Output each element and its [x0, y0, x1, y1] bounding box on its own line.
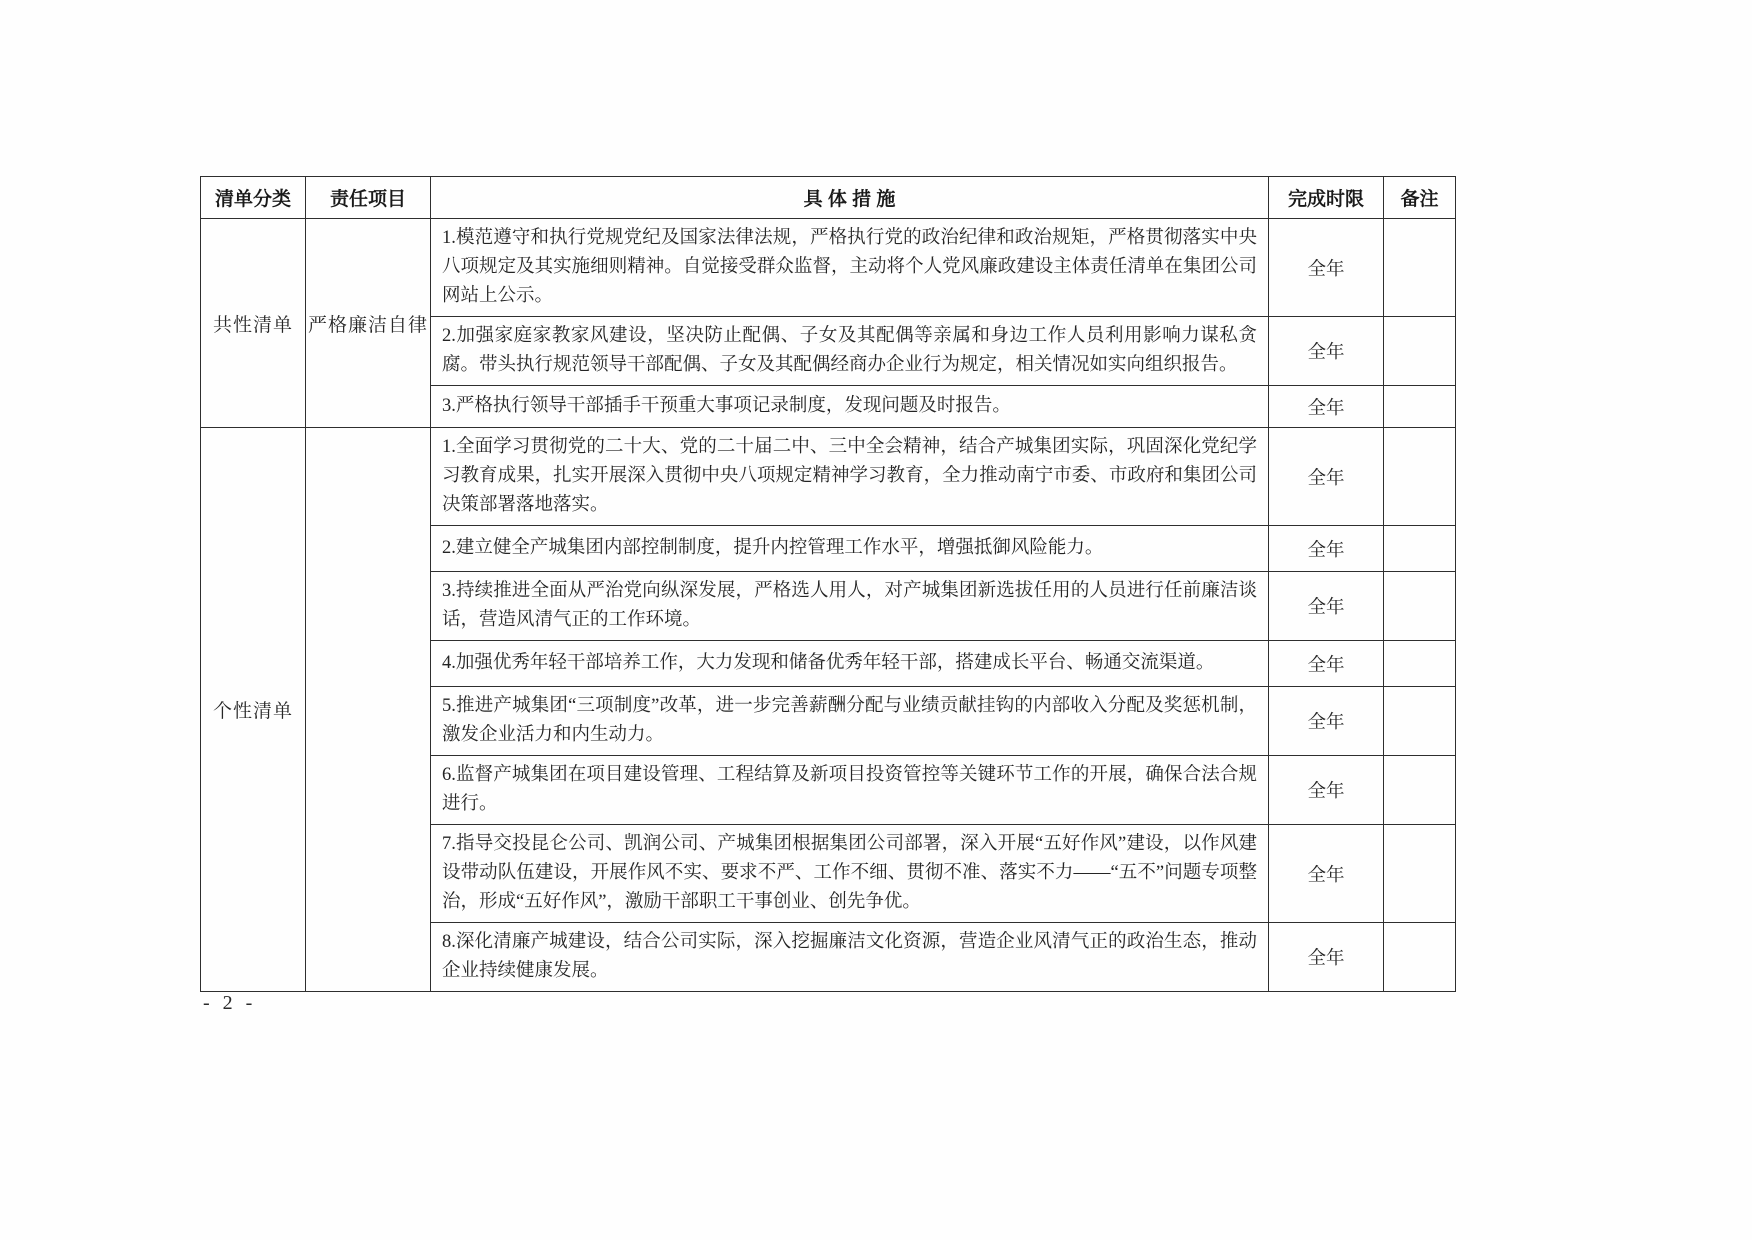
deadline-cell: 全年 — [1269, 923, 1384, 992]
measure-cell: 8.深化清廉产城建设，结合公司实际，深入挖掘廉洁文化资源，营造企业风清气正的政治生态，推动企业持续健康发展。 — [431, 923, 1269, 992]
measure-cell: 3.严格执行领导干部插手干预重大事项记录制度，发现问题及时报告。 — [431, 386, 1269, 428]
column-header-category: 清单分类 — [201, 177, 306, 219]
measure-cell: 4.加强优秀年轻干部培养工作，大力发现和储备优秀年轻干部，搭建成长平台、畅通交流渠道。 — [431, 641, 1269, 687]
category-cell: 个性清单 — [201, 428, 306, 992]
measure-cell: 1.全面学习贯彻党的二十大、党的二十届二中、三中全会精神，结合产城集团实际，巩固深化党纪学习教育成果，扎实开展深入贯彻中央八项规定精神学习教育，全力推动南宁市委、市政府和集团公司决策部署落地落实。 — [431, 428, 1269, 526]
remark-cell — [1384, 317, 1456, 386]
remark-cell — [1384, 386, 1456, 428]
column-header-measures: 具 体 措 施 — [431, 177, 1269, 219]
column-header-remark: 备注 — [1384, 177, 1456, 219]
remark-cell — [1384, 428, 1456, 526]
remark-cell — [1384, 825, 1456, 923]
deadline-cell: 全年 — [1269, 317, 1384, 386]
deadline-cell: 全年 — [1269, 756, 1384, 825]
category-cell: 共性清单 — [201, 219, 306, 428]
remark-cell — [1384, 923, 1456, 992]
project-cell: 严格廉洁自律 — [306, 219, 431, 428]
measure-cell: 5.推进产城集团“三项制度”改革，进一步完善薪酬分配与业绩贡献挂钩的内部收入分配及奖惩机制，激发企业活力和内生动力。 — [431, 687, 1269, 756]
deadline-cell: 全年 — [1269, 641, 1384, 687]
deadline-cell: 全年 — [1269, 572, 1384, 641]
deadline-cell: 全年 — [1269, 219, 1384, 317]
remark-cell — [1384, 219, 1456, 317]
deadline-cell: 全年 — [1269, 825, 1384, 923]
remark-cell — [1384, 756, 1456, 825]
column-header-deadline: 完成时限 — [1269, 177, 1384, 219]
measure-cell: 1.模范遵守和执行党规党纪及国家法律法规，严格执行党的政治纪律和政治规矩，严格贯彻落实中央八项规定及其实施细则精神。自觉接受群众监督，主动将个人党风廉政建设主体责任清单在集团公司网站上公示。 — [431, 219, 1269, 317]
responsibility-list-table — [200, 176, 1456, 992]
remark-cell — [1384, 572, 1456, 641]
remark-cell — [1384, 641, 1456, 687]
measure-cell: 6.监督产城集团在项目建设管理、工程结算及新项目投资管控等关键环节工作的开展，确保合法合规进行。 — [431, 756, 1269, 825]
deadline-cell: 全年 — [1269, 687, 1384, 756]
table-row — [201, 219, 1456, 317]
project-cell — [306, 428, 431, 992]
table-row — [201, 428, 1456, 526]
page-number: - 2 - — [203, 992, 257, 1014]
measure-cell: 2.建立健全产城集团内部控制制度，提升内控管理工作水平，增强抵御风险能力。 — [431, 526, 1269, 572]
deadline-cell: 全年 — [1269, 386, 1384, 428]
measure-cell: 7.指导交投昆仑公司、凯润公司、产城集团根据集团公司部署，深入开展“五好作风”建设，以作风建设带动队伍建设，开展作风不实、要求不严、工作不细、贯彻不准、落实不力——“五不”问题专项整治，形成“五好作风”，激励干部职工干事创业、创先争优。 — [431, 825, 1269, 923]
remark-cell — [1384, 526, 1456, 572]
table-header-row — [201, 177, 1456, 219]
remark-cell — [1384, 687, 1456, 756]
column-header-project: 责任项目 — [306, 177, 431, 219]
measure-cell: 3.持续推进全面从严治党向纵深发展，严格选人用人，对产城集团新选拔任用的人员进行任前廉洁谈话，营造风清气正的工作环境。 — [431, 572, 1269, 641]
measure-cell: 2.加强家庭家教家风建设，坚决防止配偶、子女及其配偶等亲属和身边工作人员利用影响力谋私贪腐。带头执行规范领导干部配偶、子女及其配偶经商办企业行为规定，相关情况如实向组织报告。 — [431, 317, 1269, 386]
deadline-cell: 全年 — [1269, 526, 1384, 572]
deadline-cell: 全年 — [1269, 428, 1384, 526]
